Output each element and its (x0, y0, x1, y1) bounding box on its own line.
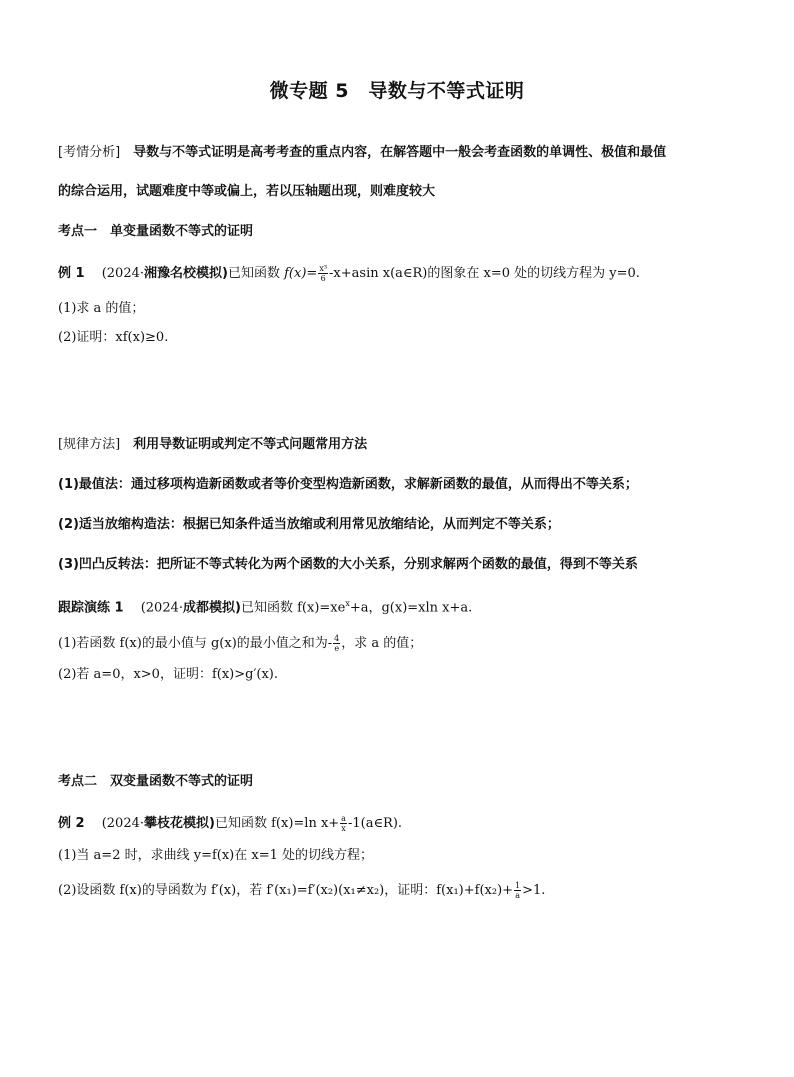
practice-1-source: 成都模拟) (183, 600, 241, 616)
section-heading-2: 考点二 双变量函数不等式的证明 (58, 774, 254, 789)
example-2-source: 攀枝花模拟) (144, 816, 215, 831)
analysis-line-1 (58, 145, 666, 161)
method-title: 利用导数证明或判定不等式问题常用方法 (133, 437, 368, 452)
example-1-label: 例 1 (58, 266, 85, 281)
practice-1-fraction (333, 634, 340, 653)
example-1-frac-num: x³ (319, 264, 328, 273)
practice-1-year: (2024 (140, 600, 179, 616)
example-1-question-1: (1)求 a 的值； (58, 301, 145, 316)
method-item-2: (2)适当放缩构造法：根据已知条件适当放缩或利用常见放缩结论，从而判定不等关系； (58, 517, 560, 532)
example-1-source: 湘豫名校模拟) (144, 266, 228, 281)
example-2-label: 例 2 (58, 816, 85, 831)
practice-1-label: 跟踪演练 1 (58, 600, 124, 616)
example-2-year: (2024 (101, 816, 140, 831)
example-2-frac-num: a (341, 814, 346, 823)
method-item-3: (3)凹凸反转法：把所证不等式转化为两个函数的大小关系，分别求解两个函数的最值，得到不等关系 (58, 557, 638, 572)
method-tag: [规律方法] (58, 437, 121, 452)
example-2-fraction (340, 814, 347, 833)
example-1-fraction (318, 264, 328, 283)
example-2-intro: 已知函数 f(x)=ln x+ (214, 816, 340, 831)
practice-1-intro: 已知函数 f(x)=xe (240, 600, 346, 616)
practice-1-rest: +a，g(x)=xln x+a. (349, 600, 473, 616)
example-2-q2-frac-den: a (515, 891, 520, 900)
method-item-1: (1)最值法：通过移项构造新函数或者等价变型构造新函数，求解新函数的最值，从而得出不等关系； (58, 477, 638, 492)
practice-1: 跟踪演练 1 (2024·成都模拟)已知函数 $f(x)=xe^x+a$，g(x)=xln x+a. (58, 599, 473, 616)
section-heading-1: 考点一 单变量函数不等式的证明 (58, 224, 254, 239)
example-2-question-2 (58, 881, 545, 900)
practice-1-q1-tail: ，求 a 的值； (341, 636, 423, 651)
analysis-text-1: 导数与不等式证明是高考考查的重点内容，在解答题中一般会考查函数的单调性、极值和最值 (133, 145, 667, 160)
practice-1-question-2: (2)若 a=0，x>0，证明：f(x)>g′(x). (58, 667, 279, 682)
example-2-question-1: (1)当 a=2 时，求曲线 y=f(x)在 x=1 处的切线方程； (58, 848, 374, 863)
practice-1-frac-den: e (334, 644, 340, 653)
example-2-q2-fraction (514, 881, 521, 900)
analysis-line-2: 的综合运用，试题难度中等或偏上，若以压轴题出现，则难度较大 (58, 184, 436, 199)
example-2-rest: -1(a∈R). (347, 816, 403, 831)
practice-1-q1-text: (1)若函数 f(x)的最小值与 g(x)的最小值之和为- (58, 636, 333, 651)
practice-1-question-1 (58, 634, 422, 653)
example-1-func-rest: -x+asin x(a∈R) (329, 266, 428, 281)
example-1-year: (2024 (101, 266, 140, 281)
example-1-intro: 已知函数 (227, 266, 280, 281)
example-1-tail: 的图象在 x=0 处的切线方程为 y=0. (427, 266, 640, 281)
example-2-frac-den: x (341, 824, 346, 833)
page-title: 微专题 5 导数与不等式证明 (269, 80, 525, 102)
practice-1-frac-num: 4 (334, 634, 340, 643)
example-1-func-lhs: f(x)= (284, 266, 318, 281)
example-1: 例 1 (2024·湘豫名校模拟)已知函数 f(x)= $\frac{\text{x³}}{6}$ -x+asin x(a∈R)的图象在 x=0 处的切线方程为 y=0. (58, 264, 640, 283)
practice-1-sup: x (345, 599, 350, 608)
example-1-question-2: (2)证明：xf(x)≥0. (58, 330, 169, 345)
method-header (58, 437, 367, 453)
example-2-q2-text: (2)设函数 f(x)的导函数为 f′(x)，若 f′(x₁)=f′(x₂)(x₁≠x₂)，证明：f(x₁)+f(x₂)+ (58, 883, 514, 898)
analysis-tag: [考情分析] (58, 145, 121, 160)
example-1-frac-den: 6 (320, 274, 326, 283)
example-2-q2-frac-num: 1 (515, 881, 521, 890)
example-2-q2-tail: >1. (522, 883, 546, 898)
example-2: 例 2 (2024·攀枝花模拟)已知函数 f(x)=ln x+ $\frac{a}{x}$ -1(a∈R). (58, 814, 403, 833)
